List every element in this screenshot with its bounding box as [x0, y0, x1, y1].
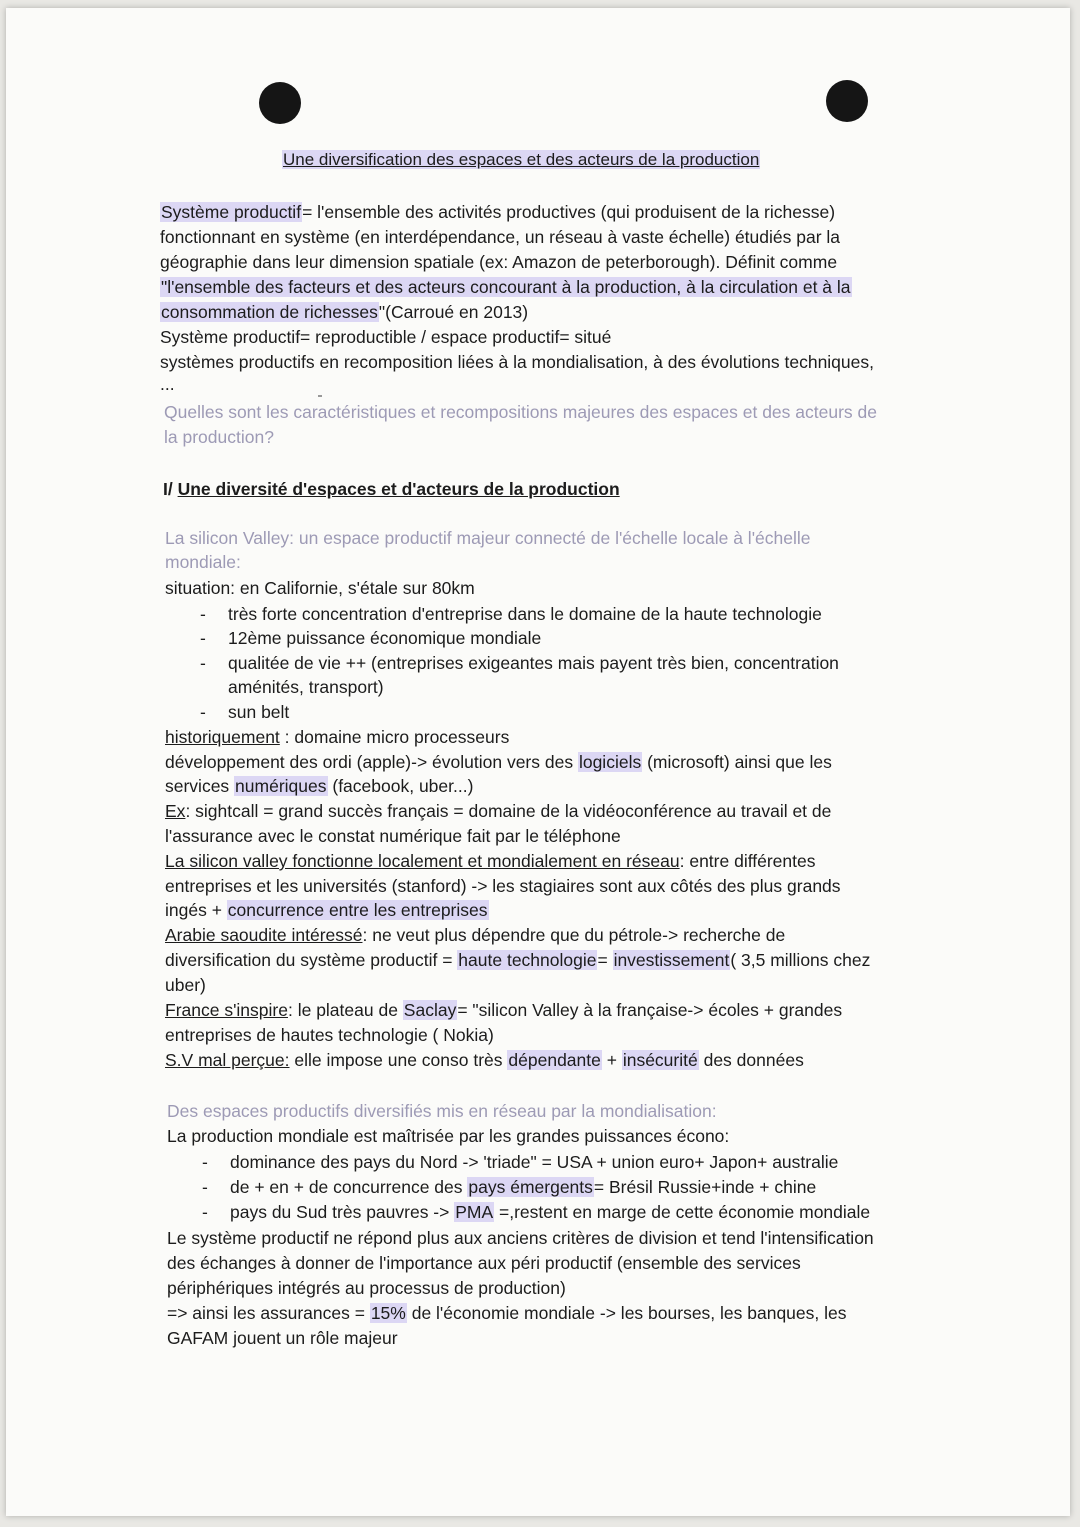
network-line-3: ingés + concurrence entre les entreprises — [165, 900, 488, 920]
page-title: Une diversification des espaces et des acteurs de la production — [283, 150, 760, 169]
intro-line-4: "l'ensemble des facteurs et des acteurs concourant à la production, à la circulation et à la — [161, 277, 851, 297]
situation-line: situation: en Californie, s'étale sur 80km — [165, 578, 475, 598]
bullet-item: sun belt — [228, 702, 290, 722]
espaces-paragraph-3: périphériques intégrés au processus de production) — [167, 1278, 566, 1298]
punch-hole-right — [826, 80, 868, 122]
intro-line-5: consommation de richesses"(Carroué en 2013) — [161, 302, 529, 322]
subheading-silicon-1: La silicon Valley: un espace productif majeur connecté de l'échelle locale à l'échelle — [165, 528, 811, 548]
bullet-dash: - — [200, 604, 206, 624]
subheading-espaces: Des espaces productifs diversifiés mis en réseau par la mondialisation: — [167, 1101, 717, 1121]
intro-line-2: fonctionnant en système (en interdépendance, un réseau à vaste échelle) étudiés par la — [160, 227, 841, 247]
arabia-line-3: uber) — [165, 975, 206, 995]
bullet-dash: - — [202, 1177, 208, 1197]
section-heading: I/ Une diversité d'espaces et d'acteurs de la production — [163, 479, 620, 499]
bullet-item: 12ème puissance économique mondiale — [228, 628, 542, 648]
network-line-1: La silicon valley fonctionne localement et mondialement en réseau: entre différentes — [165, 851, 816, 871]
bullet-item-continued: aménités, transport) — [228, 677, 384, 697]
development-line-1: développement des ordi (apple)-> évolution vers des logiciels (microsoft) ainsi que les — [165, 752, 832, 772]
punch-hole-left — [259, 82, 301, 124]
question-line-1: Quelles sont les caractéristiques et recompositions majeures des espaces et des acteurs de — [164, 402, 877, 422]
stray-mark — [318, 395, 322, 397]
bullet-item: de + en + de concurrence des pays émergents= Brésil Russie+inde + chine — [230, 1177, 817, 1197]
history-line: historiquement : domaine micro processeurs — [165, 727, 510, 747]
france-line-2: entreprises de hautes technologie ( Nokia) — [165, 1025, 494, 1045]
intro-line-3: géographie dans leur dimension spatiale (ex: Amazon de peterborough). Définit comme — [160, 252, 838, 272]
example-line-1: Ex: sightcall = grand succès français = domaine de la vidéoconférence au travail et de — [165, 801, 832, 821]
intro-line-8: ... — [160, 374, 175, 394]
development-line-2: services numériques (facebook, uber...) — [165, 776, 474, 796]
example-line-2: l'assurance avec le constat numérique fait par le téléphone — [165, 826, 621, 846]
intro-line-6: Système productif= reproductible / espace productif= situé — [160, 327, 612, 347]
espaces-paragraph-5: GAFAM jouent un rôle majeur — [167, 1328, 398, 1348]
subheading-silicon-2: mondiale: — [165, 552, 241, 572]
perception-line: S.V mal perçue: elle impose une conso très dépendante + insécurité des données — [165, 1050, 804, 1070]
bullet-item: dominance des pays du Nord -> 'triade" = USA + union euro+ Japon+ australie — [230, 1152, 839, 1172]
bullet-dash: - — [202, 1202, 208, 1222]
arabia-line-2: diversification du système productif = haute technologie= investissement( 3,5 millions chez — [165, 950, 871, 970]
bullet-item: très forte concentration d'entreprise dans le domaine de la haute technologie — [228, 604, 822, 624]
bullet-dash: - — [200, 702, 206, 722]
bullet-dash: - — [200, 653, 206, 673]
bullet-item: pays du Sud très pauvres -> PMA =,restent en marge de cette économie mondiale — [230, 1202, 871, 1222]
intro-line-1: Système productif= l'ensemble des activités productives (qui produisent de la richesse) — [161, 202, 836, 222]
document-page — [6, 8, 1070, 1516]
bullet-item: qualitée de vie ++ (entreprises exigeantes mais payent très bien, concentration — [228, 653, 839, 673]
france-line-1: France s'inspire: le plateau de Saclay= "silicon Valley à la française-> écoles + grandes — [165, 1000, 843, 1020]
network-line-2: entreprises et les universités (stanford) -> les stagiaires sont aux côtés des plus grands — [165, 876, 841, 896]
arabia-line-1: Arabie saoudite intéressé: ne veut plus dépendre que du pétrole-> recherche de — [165, 925, 786, 945]
espaces-paragraph-4: => ainsi les assurances = 15% de l'économie mondiale -> les bourses, les banques, les — [167, 1303, 847, 1323]
bullet-dash: - — [200, 628, 206, 648]
espaces-paragraph-2: des échanges à donner de l'importance aux péri productif (ensemble des services — [167, 1253, 801, 1273]
question-line-2: la production? — [164, 427, 274, 447]
espaces-paragraph-1: Le système productif ne répond plus aux anciens critères de division et tend l'intensification — [167, 1228, 874, 1248]
espaces-line-1: La production mondiale est maîtrisée par les grandes puissances écono: — [167, 1126, 730, 1146]
intro-line-7: systèmes productifs en recomposition liées à la mondialisation, à des évolutions techniques, — [160, 352, 874, 372]
bullet-dash: - — [202, 1152, 208, 1172]
